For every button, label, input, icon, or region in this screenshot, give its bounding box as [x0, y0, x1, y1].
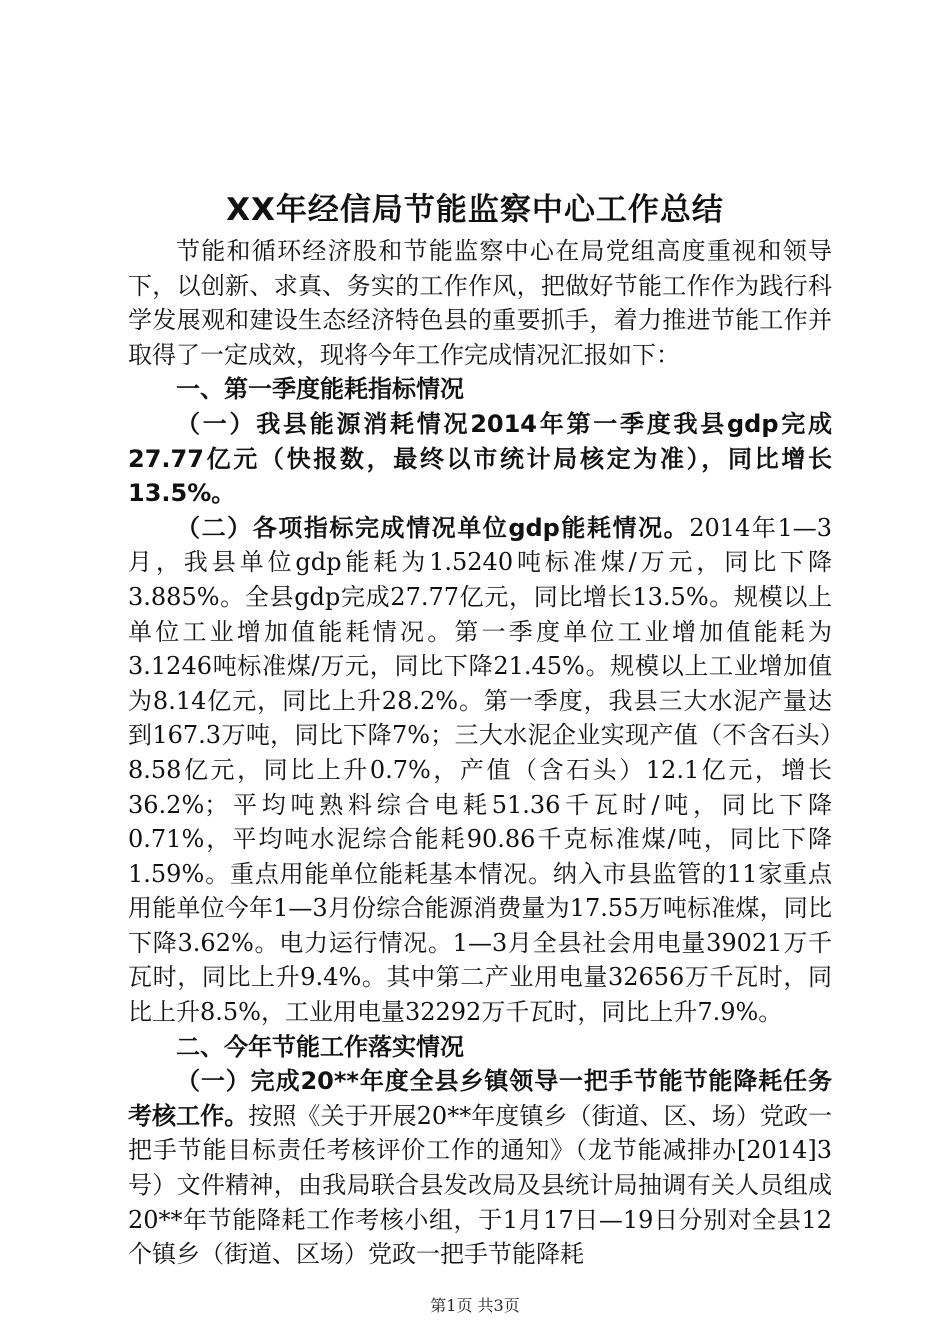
page-footer: 第1页 共3页: [430, 1296, 520, 1315]
intro-paragraph: 节能和循环经济股和节能监察中心在局党组高度重视和领导下，以创新、求真、务实的工作作风，把做好节能工作作为践行科学发展观和建设生态经济特色县的重要抓手，着力推进节能工作并取得了一定成效，现将今年工作完成情况汇报如下：: [128, 237, 832, 369]
section-1-item-2-heading: （二）各项指标完成情况单位gdp能耗情况。: [176, 513, 690, 542]
document-body: [128, 234, 832, 1272]
section-1-heading: 一、第一季度能耗指标情况: [176, 375, 464, 404]
section-2-item-1: [128, 1064, 832, 1272]
section-2-item-1-heading: （一）完成20**年度全县乡镇领导一把手节能节能降耗任务考核工作。: [128, 1067, 832, 1130]
section-1-item-1: （一）我县能源消耗情况2014年第一季度我县gdp完成27.77亿元（快报数，最终以市统计局核定为准），同比增长13.5%。: [128, 409, 832, 508]
section-1-item-2: [128, 511, 832, 1030]
document-title: XX年经信局节能监察中心工作总结: [226, 192, 724, 228]
section-2-heading: 二、今年节能工作落实情况: [176, 1032, 464, 1061]
section-2-item-1-body: 按照《关于开展20**年度镇乡（街道、区、场）党政一把手节能目标责任考核评价工作的通知》（龙节能减排办[2014]3号）文件精神，由我局联合县发改局及县统计局抽调有关人员组成20**年节能降耗工作考核小组，于1月17日—19日分别对全县12个镇乡（街道、区场）党政一把手节能降耗: [128, 1101, 833, 1269]
section-1-item-2-body: 2014年1—3月，我县单位gdp能耗为1.5240吨标准煤/万元，同比下降3.885%。全县gdp完成27.77亿元，同比增长13.5%。规模以上单位工业增加值能耗情况。第一季度单位工业增加值能耗为3.1246吨标准煤/万元，同比下降21.45%。规模以上工业增加值为8.14亿元，同比上升28.2%。第一季度，我县三大水泥产量达到167.3万吨，同比下降7%；三大水泥企业实现产值（不含石头）8.58亿元，同比上升0.7%，产值（含石头）12.1亿元，增长36.2%；平均吨熟料综合电耗51.36千瓦时/吨，同比下降0.71%，平均吨水泥综合能耗90.86千克标准煤/吨，同比下降1.59%。重点用能单位能耗基本情况。纳入市县监管的11家重点用能单位今年1—3月份综合能源消费量为17.55万吨标准煤，同比下降3.62%。电力运行情况。1—3月全县社会用电量39021万千瓦时，同比上升9.4%。其中第二产业用电量32656万千瓦时，同比上升8.5%，工业用电量32292万千瓦时，同比上升7.9%。: [128, 513, 832, 1027]
